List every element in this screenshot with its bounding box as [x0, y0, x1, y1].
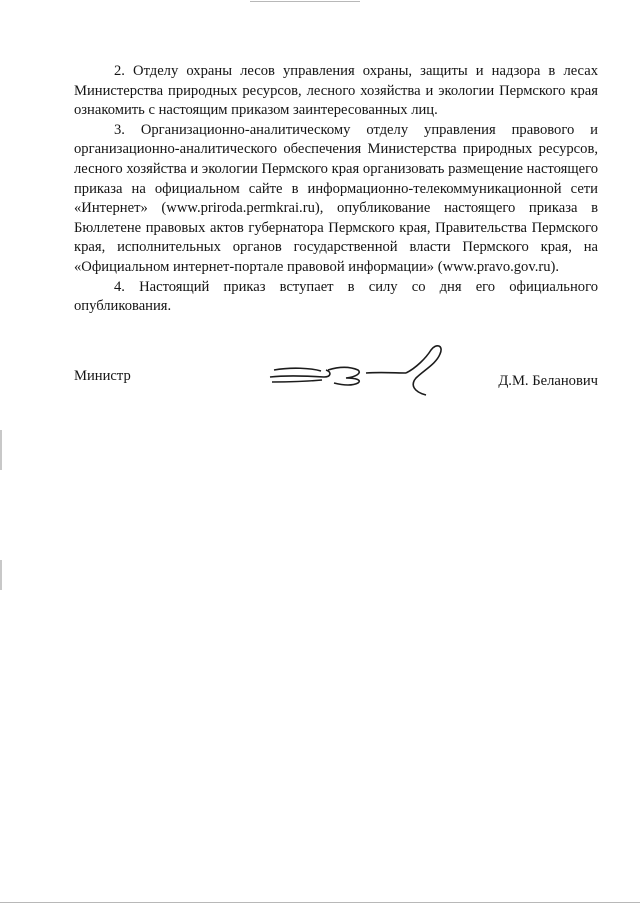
scan-top-mark	[250, 1, 360, 2]
paragraph-3: 3. Организационно-аналитическому отделу управления правового и организационно-аналитического обеспечения Министерства природных ресурсов, лесного хозяйства и экологии Пермского края организовать размещение настоящего приказа на официальном сайте в информационно-телекоммуникационной сети «Интернет» (www.priroda.permkrai.ru), опубликование настоящего приказа в Бюллетене правовых актов губернатора Пермского края, Правительства Пермского края, исполнительных органов государственной власти Пермского края, на «Официальном интернет-портале правовой информации» (www.pravo.gov.ru).	[74, 121, 598, 275]
signatory-title: Министр	[74, 368, 131, 384]
scan-edge-mark	[0, 430, 2, 470]
paragraph-4: 4. Настоящий приказ вступает в силу со дня его официального опубликования.	[74, 278, 598, 315]
handwritten-signature	[266, 340, 446, 402]
scan-edge-mark	[0, 560, 2, 590]
scan-bottom-mark	[0, 902, 640, 903]
signatory-name: Д.М. Беланович	[498, 373, 598, 389]
paragraph-2: 2. Отделу охраны лесов управления охраны, защиты и надзора в лесах Министерства природных ресурсов, лесного хозяйства и экологии Пермского края ознакомить с настоящим приказом заинтересованных лиц.	[74, 63, 598, 119]
document-body	[74, 62, 598, 317]
signature-block	[74, 340, 598, 410]
